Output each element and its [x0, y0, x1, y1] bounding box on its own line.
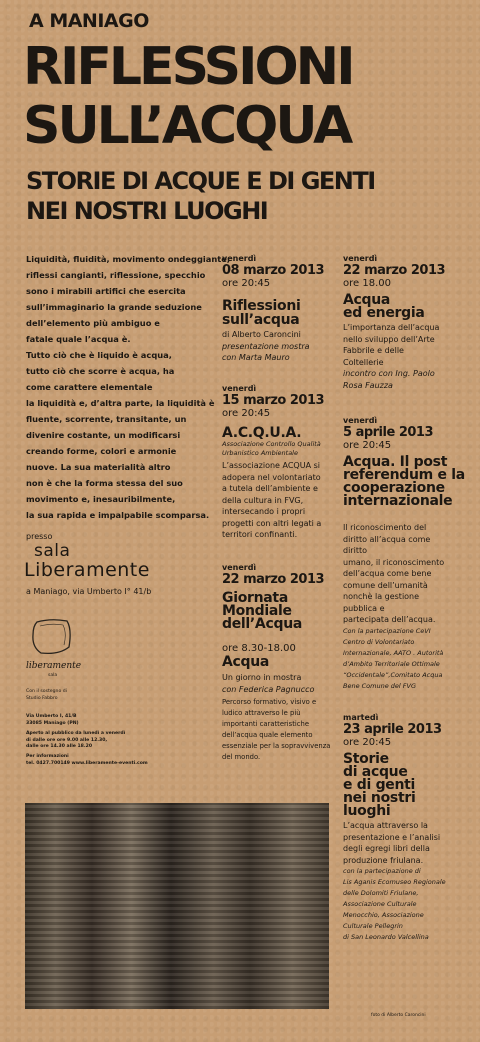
opening-hours [26, 731, 125, 751]
event-day: venerdì [222, 563, 257, 572]
event-description [343, 322, 467, 368]
contact-info [26, 754, 148, 767]
event-body-line: diritto all’acqua come [343, 534, 431, 544]
event-partners [343, 866, 467, 943]
event-description [343, 820, 467, 866]
event-date: 15 marzo 2013 [222, 393, 325, 408]
event-body-line: produzione friulana. [343, 855, 424, 865]
venue-name-line-1: sala [34, 541, 71, 561]
logo-wordmark: liberamente [26, 661, 82, 671]
venue-small-address [26, 714, 79, 727]
event-subtitle: Acqua [222, 654, 270, 670]
intro-line: sull’immaginario la grande seduzione [26, 302, 202, 312]
event-title-line: di acque [343, 764, 408, 780]
event-body-line: di Alberto Caroncini [222, 330, 301, 339]
event-title-line: dell’Acqua [222, 616, 303, 632]
logo-subtext: sala [48, 673, 58, 678]
event-body-line: importanti caratteristiche [222, 720, 310, 728]
event-body-line: nonchè la gestione [343, 592, 420, 601]
intro-line: creando forme, colori e armonie [26, 446, 177, 456]
event-body-line: umano, il riconoscimento [343, 557, 445, 567]
venue-presso: presso [26, 532, 53, 541]
event-tiny-line: Lis Aganis Ecomuseo Regionale [343, 878, 446, 886]
event-tiny-line: di San Leonardo Valcellina [343, 933, 429, 941]
support-line: Con il sostegno di [26, 689, 67, 694]
event-title [222, 299, 340, 327]
intro-text [26, 251, 230, 523]
event-tiny-line: Associazione Controllo Qualità [222, 440, 321, 448]
intro-line: come carattere elementale [26, 382, 153, 392]
hours-line: Aperto al pubblico da lunedì a venerdì [26, 731, 126, 736]
event-tiny-line: “Occidentale”,Comitato Acqua [343, 670, 443, 679]
event-body-line: L’acqua attraverso la [343, 821, 428, 830]
photo-credit: foto di Alberto Caroncini [371, 1013, 426, 1018]
event-credit [222, 341, 340, 364]
event-body-line: essenziale per la sopravvivenza [222, 742, 331, 750]
info-line: tel. 0427.700149 www.liberamente-eventi.com [26, 760, 148, 766]
event-body-line: pubblica e [343, 603, 385, 613]
event-date: 22 marzo 2013 [222, 572, 325, 587]
venue-name-line-2: Liberamente [24, 559, 150, 581]
event-time: ore 20:45 [222, 408, 271, 419]
event-body-line: Il riconoscimento del [343, 523, 427, 532]
event-date: 23 aprile 2013 [343, 722, 442, 737]
event-body-line: partecipata dell’acqua. [343, 615, 436, 624]
event-date: 08 marzo 2013 [222, 263, 325, 278]
event-day: venerdì [222, 254, 257, 263]
event-title [343, 456, 467, 508]
intro-line: tutto ciò che scorre è acqua, ha [26, 366, 175, 376]
event-italic-line: Rosa Fauzza [343, 380, 393, 390]
event-time: ore 20:45 [343, 737, 392, 748]
event-tiny-line: con la partecipazione di [343, 867, 421, 875]
event-body-line: L’associazione ACQUA si [222, 461, 320, 470]
address-line: 33085 Maniago (PN) [26, 720, 79, 726]
event-day: martedì [343, 713, 379, 722]
intro-line: divenire costante, un modificarsi [26, 430, 181, 440]
event-details [222, 697, 340, 763]
intro-line: non è che la forma stessa del suo [26, 478, 183, 488]
event-date: 22 marzo 2013 [343, 263, 446, 278]
event-tiny-line: Culturale Pellegrin [343, 922, 403, 930]
event-italic-line: presentazione mostra [222, 341, 310, 351]
event-body-line: Percorso formativo, visivo e [222, 698, 317, 706]
event-credit [343, 368, 467, 391]
event-22-marzo-energia [343, 254, 467, 391]
event-tiny-line: Centro di Volontariato [343, 637, 415, 646]
event-title [343, 294, 467, 320]
intro-line: nuove. La sua materialità altro [26, 462, 171, 472]
event-title-line: e di genti [343, 777, 416, 793]
event-body-line: presentazione e l’analisi [343, 832, 441, 842]
event-body-line: della cultura in FVG, [222, 495, 304, 505]
info-line: Per informazioni [26, 754, 69, 759]
hours-line: dalle ore 14.30 alle 18.20 [26, 744, 93, 749]
subtitle-line-2: NEI NOSTRI LUOGHI [26, 197, 268, 225]
water-reflection-photo [25, 803, 329, 1009]
address-line: Via Umberto I, 41/B [26, 714, 77, 719]
event-body-line: diritto [343, 546, 367, 555]
event-time: ore 20:45 [343, 440, 392, 451]
event-title-line: referendum e la [343, 467, 465, 483]
intro-line: fluente, scorrente, transitante, un [26, 414, 187, 424]
event-title [343, 753, 467, 818]
support-line: Studio Fabbro [26, 695, 58, 701]
event-title-line: cooperazione [343, 480, 445, 496]
event-italic-line: con Federica Pagnucco [222, 684, 315, 694]
event-time: ore 8.30-18.00 [222, 643, 296, 654]
event-title-line: Riflessioni [222, 298, 301, 314]
event-15-marzo [222, 384, 340, 541]
event-body-line: degli egregi libri della [343, 844, 430, 853]
intro-line: Liquidità, fluidità, movimento ondeggiante, [26, 254, 230, 264]
intro-line: movimento e, inesauribilmente, [26, 494, 176, 504]
event-body-line: territori confinanti. [222, 530, 298, 539]
event-body-line: Coltellerie [343, 357, 384, 367]
event-tiny-line: Bene Comune del FVG [343, 681, 417, 690]
event-body-line: a tutela dell’ambiente e [222, 484, 318, 493]
event-body-line: progetti con altri legati a [222, 518, 322, 528]
event-body-line: Fabbrile e delle [343, 346, 404, 355]
event-title-line: Storie [343, 751, 389, 767]
title-line-1: RIFLESSIONI [23, 37, 353, 97]
intro-line: fatale quale l’acqua è. [26, 334, 131, 344]
event-title [222, 592, 340, 631]
event-body-line: del mondo. [222, 753, 261, 761]
event-body-line: intersecando i propri [222, 507, 306, 516]
event-day: venerdì [222, 384, 257, 393]
event-tiny-line: Urbanistico Ambientale [222, 449, 298, 457]
intro-line: Tutto ciò che è liquido è acqua, [26, 350, 172, 360]
support-info [26, 689, 67, 702]
event-tiny-line: Associazione Culturale [343, 900, 417, 908]
event-title-line: luoghi [343, 803, 391, 819]
intro-line: riflessi cangianti, riflessione, specchio [26, 270, 206, 280]
event-partners [343, 626, 467, 692]
event-body-line: nello sviluppo dell’Arte [343, 334, 435, 344]
event-time: ore 18.00 [343, 278, 391, 289]
event-title-line: ed energia [343, 305, 425, 321]
intro-line: la liquidità e, d’altra parte, la liquidità è [26, 398, 215, 408]
intro-line: la sua rapida e impalpabile scomparsa. [26, 510, 210, 520]
event-body-line: adopera nel volontariato [222, 472, 321, 482]
event-body-line: L’importanza dell’acqua [343, 323, 440, 332]
intro-line: dell’elemento più ambiguo e [26, 318, 160, 328]
event-tiny-line: Internazionale, AATO . Autorità [343, 648, 444, 657]
event-body-line: ludico attraverso le più [222, 709, 301, 717]
event-date: 5 aprile 2013 [343, 425, 433, 440]
event-title-line: nei nostri [343, 790, 416, 806]
event-body-line: dell’acqua quale elemento [222, 731, 313, 739]
event-time: ore 20:45 [222, 278, 271, 289]
event-tiny-line: delle Dolomiti Friulane, [343, 889, 419, 897]
event-tiny-line: Con la partecipazione CeVI [343, 626, 431, 635]
event-italic-line: con Marta Mauro [222, 353, 290, 362]
intro-line: sono i mirabili artifici che esercita [26, 286, 186, 296]
event-title-line: Giornata [222, 590, 288, 606]
event-description [222, 329, 340, 341]
event-title-line: sull’acqua [222, 312, 300, 328]
event-title [222, 426, 340, 440]
event-title-line: A.C.Q.U.A. [222, 425, 302, 441]
event-description [343, 522, 467, 626]
location-heading: A MANIAGO [29, 10, 149, 32]
hours-line: di dalle ore ore 9.00 alle 12.30, [26, 737, 108, 743]
event-day: venerdì [343, 254, 378, 263]
venue-address: a Maniago, via Umberto I° 41/b [26, 587, 152, 596]
event-5-aprile [343, 416, 467, 692]
event-body-line: Un giorno in mostra [222, 673, 302, 682]
event-22-marzo-giornata [222, 563, 340, 763]
event-tiny-line: Menocchio, Associazione [343, 911, 424, 919]
event-body-line: dell’acqua come bene [343, 569, 432, 578]
subtitle-line-1: STORIE DI ACQUE E DI GENTI [26, 167, 375, 195]
liberamente-logo-icon [29, 617, 73, 657]
event-organization [222, 440, 340, 458]
event-day: venerdì [343, 416, 378, 425]
event-title-line: Acqua [343, 292, 391, 308]
event-description [222, 672, 340, 684]
title-line-2: SULL’ACQUA [23, 96, 351, 156]
event-title-line: internazionale [343, 493, 453, 509]
event-title-line: Mondiale [222, 603, 292, 619]
event-description [222, 460, 340, 541]
event-credit [222, 684, 340, 696]
event-tiny-line: d’Ambito Territoriale Ottimale [343, 659, 440, 668]
event-08-marzo [222, 254, 340, 364]
event-23-aprile [343, 713, 467, 943]
event-title-line: Acqua. Il post [343, 454, 448, 470]
event-body-line: comune dell’umanità [343, 580, 428, 590]
event-italic-line: incontro con Ing. Paolo [343, 369, 435, 378]
